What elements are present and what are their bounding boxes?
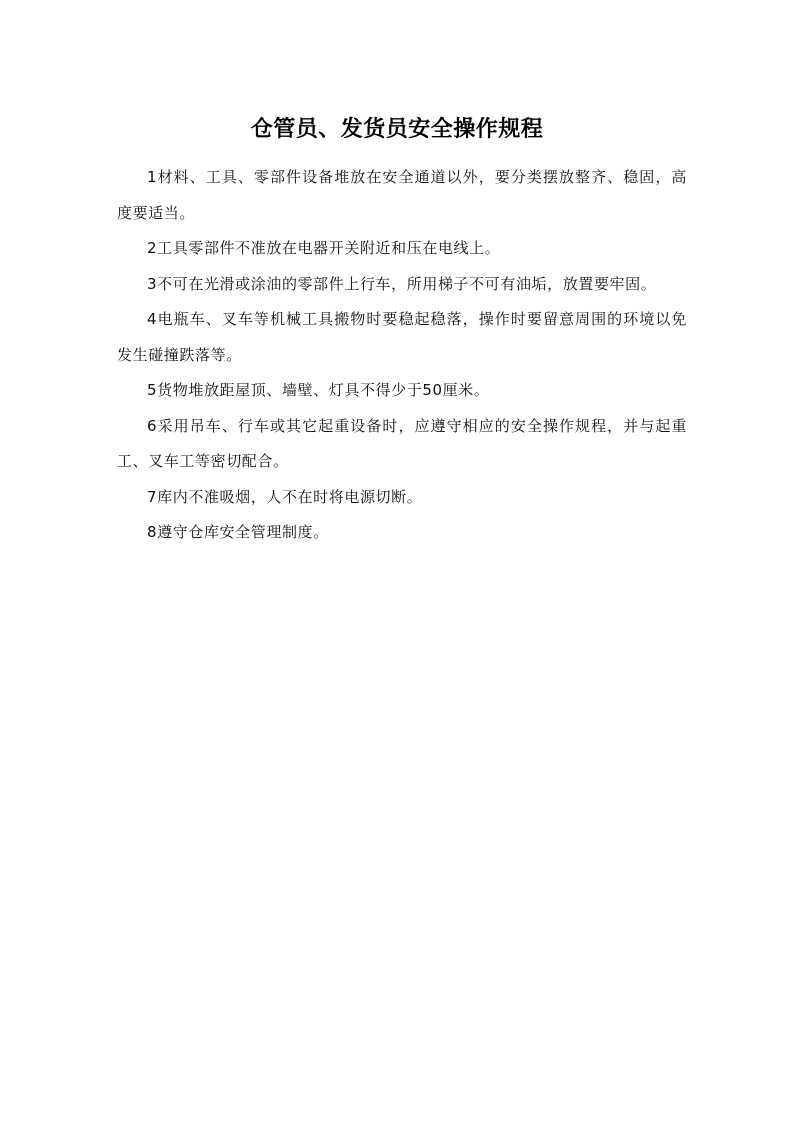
- rule-paragraph-8: 8遵守仓库安全管理制度。: [147, 523, 329, 541]
- rule-paragraph-1: 1材料、工具、零部件设备堆放在安全通道以外，要分类摆放整齐、稳固，高度要适当。: [117, 168, 687, 222]
- rule-paragraph-6: 6采用吊车、行车或其它起重设备时，应遵守相应的安全操作规程，并与起重工、叉车工等密切配合。: [117, 416, 687, 470]
- rule-paragraph-2: 2工具零部件不准放在电器开关附近和压在电线上。: [147, 239, 501, 257]
- document-title: 仓管员、发货员安全操作规程: [250, 116, 544, 142]
- rule-paragraph-3: 3不可在光滑或涂油的零部件上行车，所用梯子不可有油垢，放置要牢固。: [147, 274, 657, 293]
- document-body: [117, 160, 687, 551]
- rule-paragraph-7: 7库内不准吸烟，人不在时将电源切断。: [147, 487, 423, 506]
- rule-paragraph-5: 5货物堆放距屋顶、墙壁、灯具不得少于50厘米。: [147, 381, 490, 399]
- rule-paragraph-4: 4电瓶车、叉车等机械工具搬物时要稳起稳落，操作时要留意周围的环境以免发生碰撞跌落等。: [117, 310, 687, 364]
